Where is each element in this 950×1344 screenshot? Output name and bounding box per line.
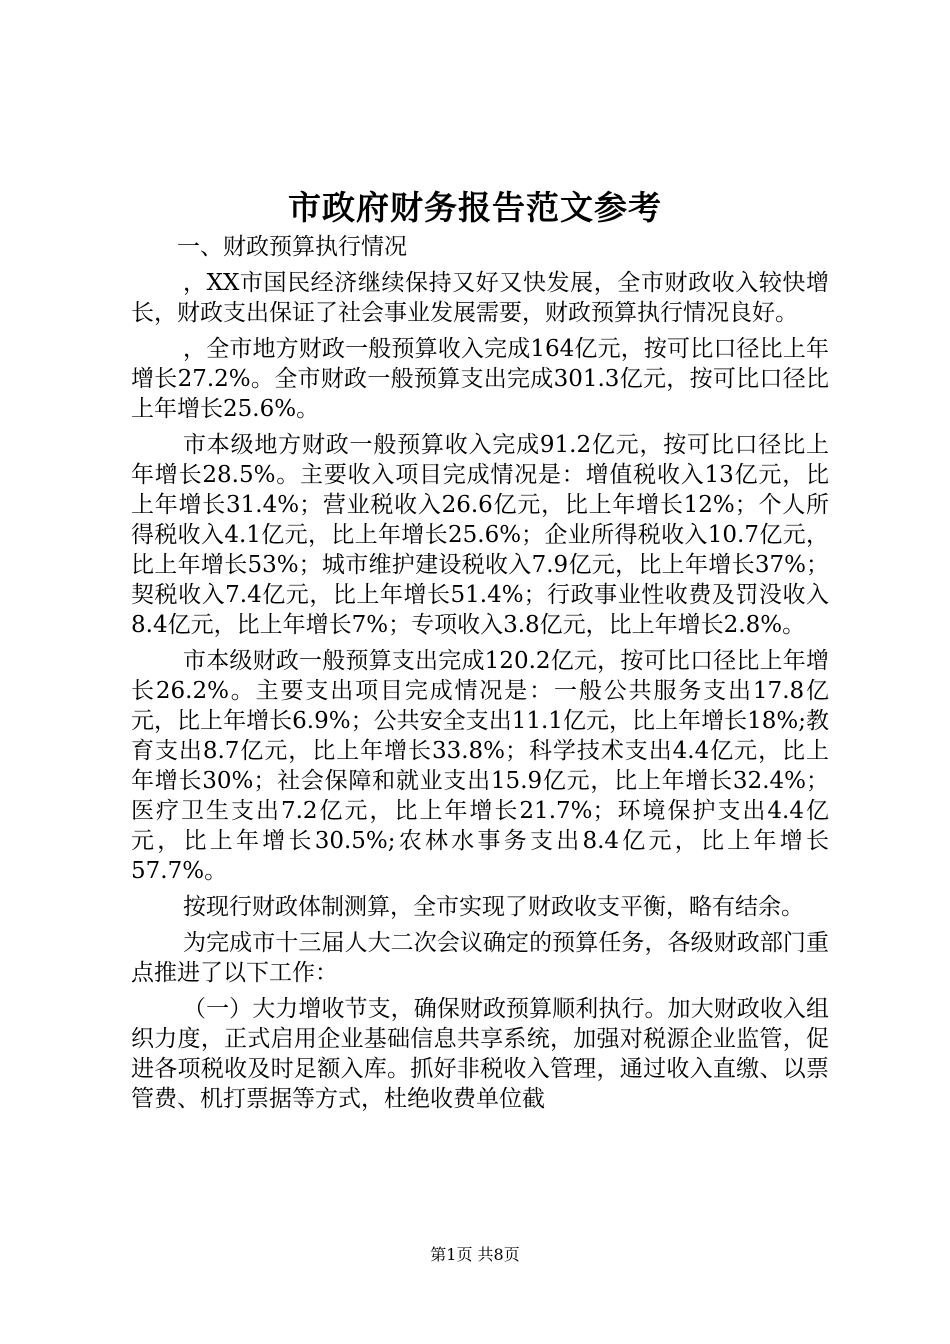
paragraph: 为完成市十三届人大二次会议确定的预算任务，各级财政部门重点推进了以下工作： — [131, 930, 829, 986]
section-heading: 一、财政预算执行情况 — [177, 234, 407, 260]
paragraph: ，全市地方财政一般预算收入完成164亿元，按可比口径比上年增长27.2%。全市财政一般预算支出完成301.3亿元，按可比口径比上年增长25.6%。 — [131, 336, 829, 422]
paragraph: 市本级财政一般预算支出完成120.2亿元，按可比口径比上年增长26.2%。主要支出项目完成情况是：一般公共服务支出17.8亿元，比上年增长6.9%；公共安全支出11.1亿元，比上年增长18%;教育支出8.7亿元，比上年增长33.8%；科学技术支出4.4亿元，比上年增长30%；社会保障和就业支出15.9亿元，比上年增长32.4%；医疗卫生支出7.2亿元，比上年增长21.7%；环境保护支出4.4亿元，比上年增长30.5%;农林水事务支出8.4亿元，比上年增长57.7%。 — [131, 648, 829, 884]
document-body — [131, 232, 829, 1120]
paragraph: 市本级地方财政一般预算收入完成91.2亿元，按可比口径比上年增长28.5%。主要收入项目完成情况是：增值税收入13亿元，比上年增长31.4%；营业税收入26.6亿元，比上年增长12%；个人所得税收入4.1亿元，比上年增长25.6%；企业所得税收入10.7亿元，比上年增长53%；城市维护建设税收入7.9亿元，比上年增长37%；契税收入7.4亿元，比上年增长51.4%；行政事业性收费及罚没收入8.4亿元，比上年增长7%；专项收入3.8亿元，比上年增长2.8%。 — [131, 432, 829, 638]
paragraph: 按现行财政体制测算，全市实现了财政收支平衡，略有结余。 — [183, 894, 804, 920]
page-footer: 第1页 共8页 — [430, 1245, 520, 1264]
paragraph: （一）大力增收节支，确保财政预算顺利执行。加大财政收入组织力度，正式启用企业基础信息共享系统，加强对税源企业监管，促进各项税收及时足额入库。抓好非税收入管理，通过收入直缴、以票管费、机打票据等方式，杜绝收费单位截 — [131, 996, 829, 1112]
document-title: 市政府财务报告范文参考 — [288, 188, 662, 227]
paragraph: ，XX市国民经济继续保持又好又快发展，全市财政收入较快增长，财政支出保证了社会事业发展需要，财政预算执行情况良好。 — [131, 270, 829, 326]
